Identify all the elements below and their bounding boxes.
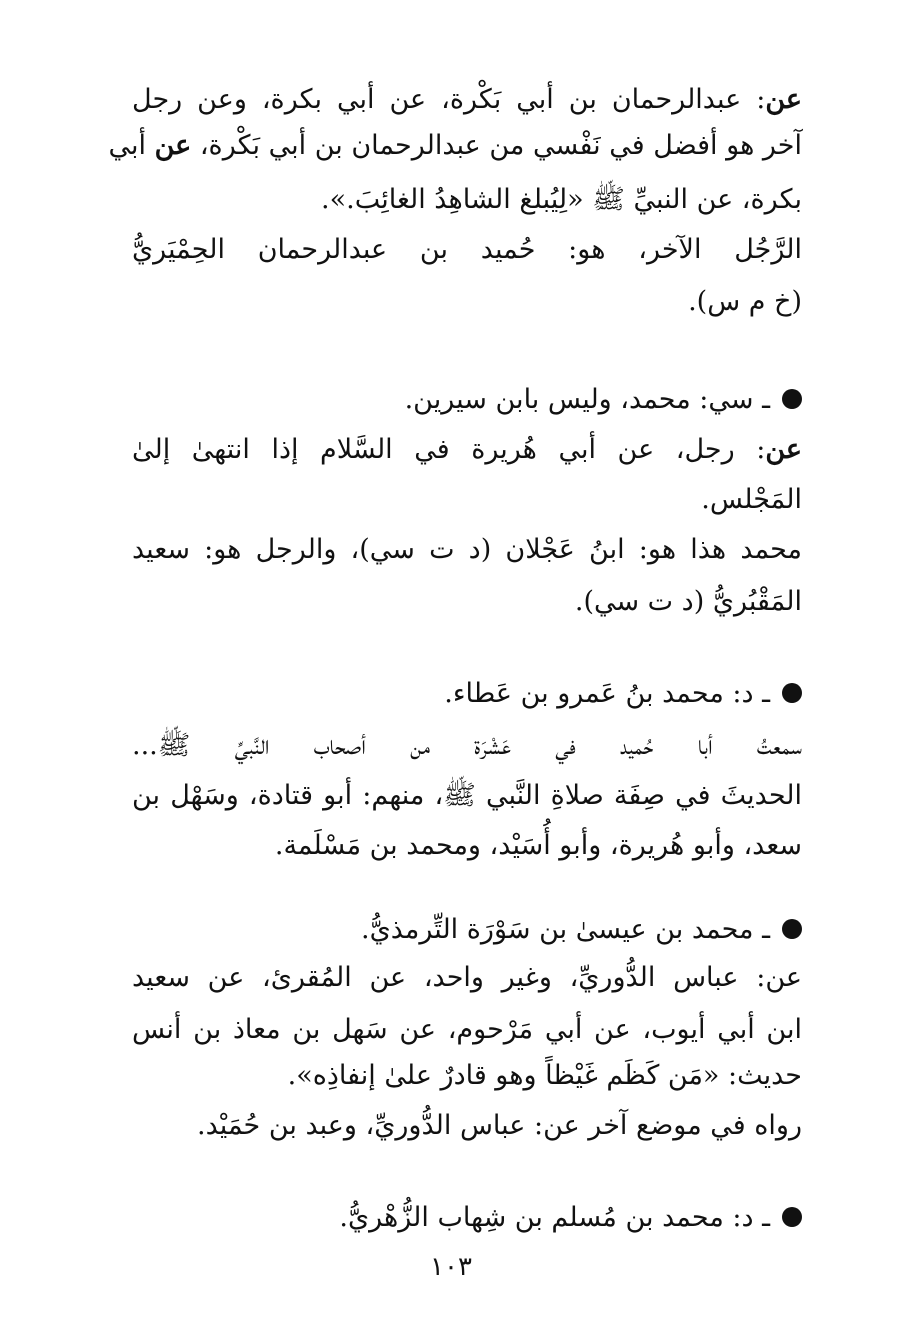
keyword-an: عن [765, 434, 802, 465]
line-text: المَجْلس. [701, 484, 802, 515]
bullet-icon [782, 389, 802, 409]
text-line-14 [132, 826, 802, 870]
text-line-3 [132, 180, 802, 224]
line-text: حديث: «مَن كَظَم غَيْظاً وهو قادرٌ علىٰ إنفاذِه». [287, 1060, 802, 1091]
text-line-4 [132, 230, 802, 274]
line-text-continued: أبي [108, 130, 146, 161]
entry-heading-text: ـ محمد بن عيسىٰ بن سَوْرَة التِّرمذيُّ. [361, 914, 770, 945]
text-line-13 [132, 776, 802, 820]
line-text: سمعتُ أبا حُميد في عَشْرَة من أصحاب النَّبيِّ ﷺ... [132, 730, 802, 761]
line-text: الرَّجُل الآخر، هو: حُميد بن عبدالرحمان الحِمْيَريُّ [132, 234, 802, 265]
text-line-16 [132, 958, 802, 1002]
keyword-an: عن [154, 130, 192, 161]
line-text: محمد هذا هو: ابنُ عَجْلان (د ت سي)، والرجل هو: سعيد [132, 534, 802, 565]
line-text: الحديثَ في صِفَة صلاةِ النَّبي ﷺ، منهم: أبو قتادة، وسَهْل بن [132, 780, 802, 811]
text-line-17 [132, 1010, 802, 1054]
page-number: ١٠٣ [430, 1252, 472, 1282]
text-line-12 [132, 726, 802, 770]
bullet-icon [782, 683, 802, 703]
text-line-18 [132, 1056, 802, 1100]
entry-heading-2 [132, 674, 802, 718]
line-text: ابن أبي أيوب، عن أبي مَرْحوم، عن سَهل بن معاذ بن أنس [132, 1014, 802, 1045]
text-line-10 [132, 582, 802, 626]
text-line-19 [132, 1106, 802, 1150]
line-text: : عبدالرحمان بن أبي بَكْرة، عن أبي بكرة، وعن رجل [132, 84, 766, 115]
entry-heading-4 [132, 1198, 802, 1242]
entry-heading-1 [132, 380, 802, 424]
text-line-9 [132, 530, 802, 574]
line-text: : رجل، عن أبي هُريرة في السَّلام إذا انتهىٰ إلىٰ [132, 434, 766, 465]
keyword-an: عن [765, 84, 802, 115]
line-text: سعد، وأبو هُريرة، وأبو أُسَيْد، ومحمد بن مَسْلَمة. [274, 830, 802, 861]
line-text: رواه في موضع آخر عن: عباس الدُّوريِّ، وعبد بن حُمَيْد. [197, 1110, 802, 1141]
text-line-7 [132, 430, 802, 474]
text-line-2 [108, 126, 802, 170]
line-text: آخر هو أفضل في نَفْسي من عبدالرحمان بن أبي بَكْرة، [199, 130, 802, 161]
entry-heading-text: ـ د: محمد بن مُسلم بن شِهاب الزُّهْريُّ. [339, 1202, 770, 1233]
line-text: عن: عباس الدُّوريِّ، وغير واحد، عن المُقرئ، عن سعيد [132, 962, 802, 993]
text-line-5 [132, 282, 802, 326]
text-line-8 [132, 480, 802, 524]
entry-heading-3 [132, 910, 802, 954]
line-text: المَقْبُريُّ (د ت سي). [574, 586, 802, 617]
line-text: (خ م س). [688, 286, 802, 317]
bullet-icon [782, 1207, 802, 1227]
text-line-1 [132, 80, 802, 124]
entry-heading-text: ـ سي: محمد، وليس بابن سيرين. [404, 384, 770, 415]
line-text: بكرة، عن النبيِّ ﷺ «لِيُبلغ الشاهِدُ الغائِبَ.». [321, 184, 802, 215]
entry-heading-text: ـ د: محمد بنُ عَمرو بن عَطاء. [444, 678, 770, 709]
bullet-icon [782, 919, 802, 939]
